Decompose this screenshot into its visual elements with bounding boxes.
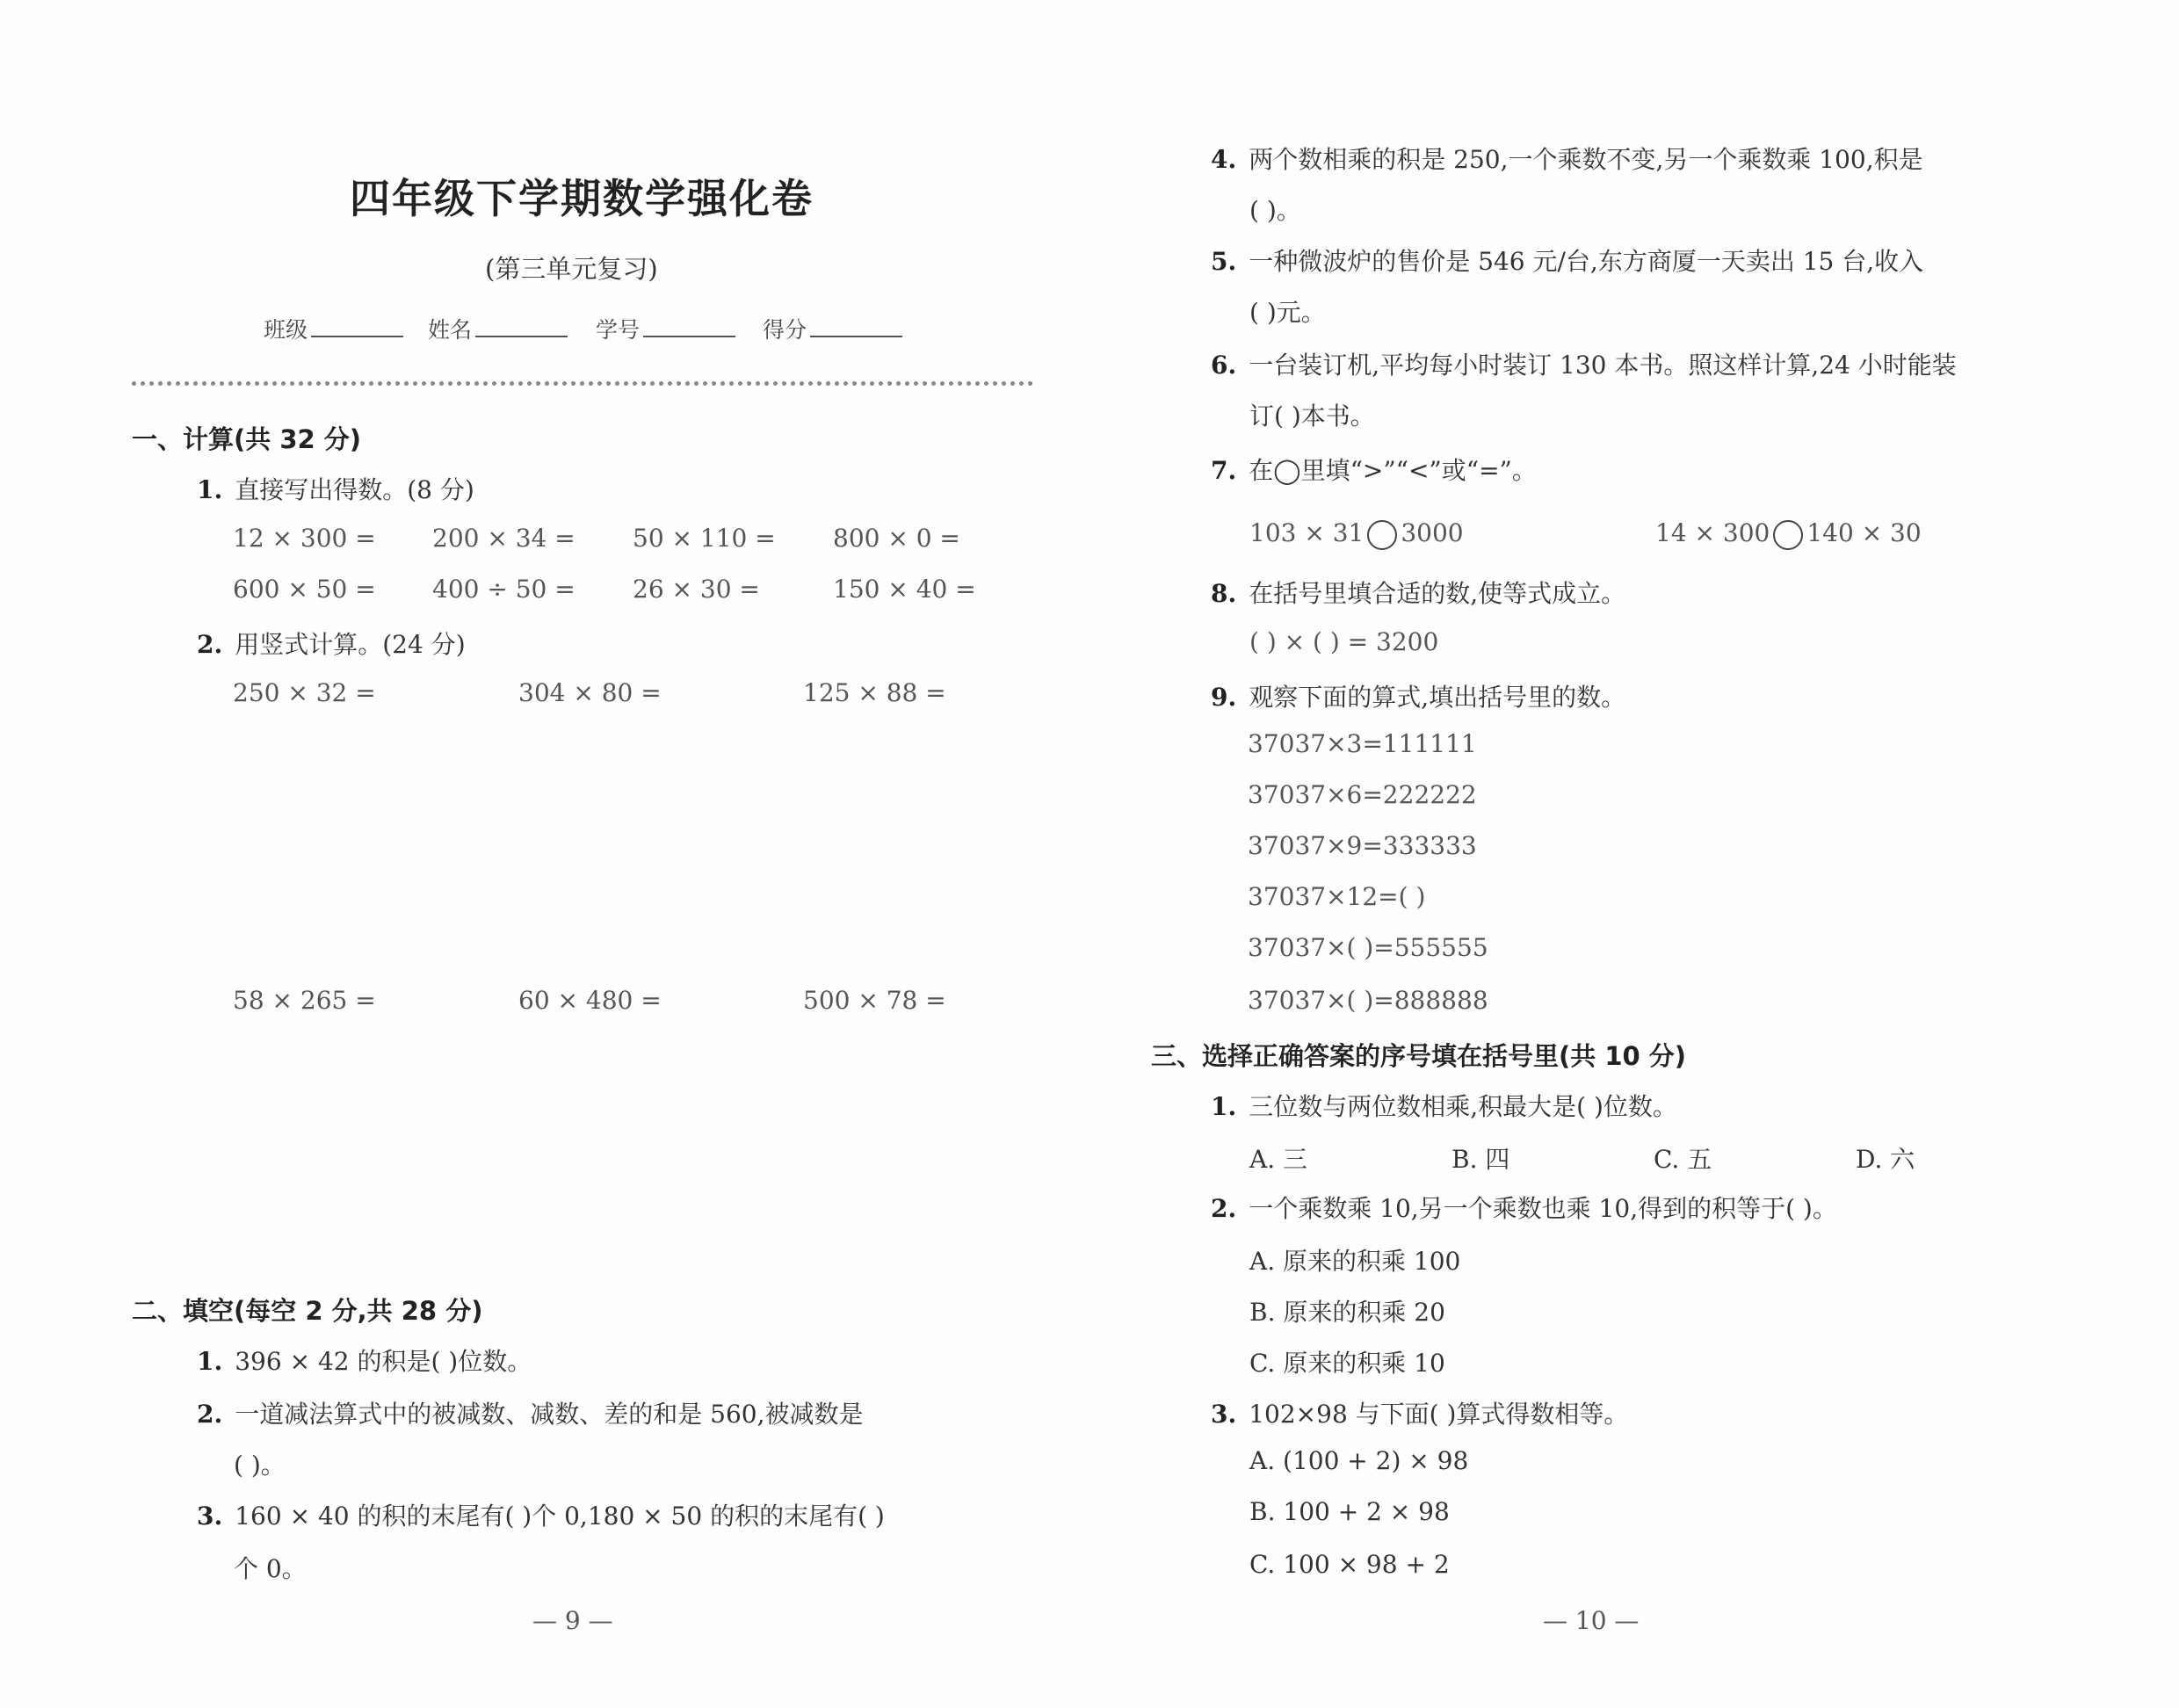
q1-2: 2. 用竖式计算。(24 分) bbox=[197, 630, 466, 659]
calc-item: 60 × 480 = bbox=[518, 986, 662, 1015]
calc-item: 250 × 32 = bbox=[233, 678, 376, 707]
page-title: 四年级下学期数学强化卷 bbox=[350, 175, 814, 222]
q2-3-line1: 3. 160 × 40 的积的末尾有( )个 0,180 × 50 的积的末尾有( ) bbox=[197, 1502, 885, 1531]
divider bbox=[132, 381, 1033, 386]
page-number-right: — 10 — bbox=[1543, 1606, 1640, 1635]
calc-item: 26 × 30 = bbox=[633, 575, 760, 604]
q2-3-line2: 个 0。 bbox=[234, 1554, 307, 1583]
pattern-line: 37037×( )=555555 bbox=[1248, 933, 1488, 962]
calc-item: 50 × 110 = bbox=[633, 524, 776, 553]
q2-5-line2: ( )元。 bbox=[1249, 298, 1326, 327]
option[interactable]: C. 100 × 98 + 2 bbox=[1249, 1550, 1450, 1579]
compare-item: 103 × 31 3000 bbox=[1249, 518, 1464, 550]
compare-circle[interactable] bbox=[1773, 520, 1803, 550]
section-1-heading: 一、计算(共 32 分) bbox=[132, 424, 362, 454]
q2-7: 7. 在◯里填“>”“<”或“=”。 bbox=[1211, 456, 1537, 485]
calc-item: 500 × 78 = bbox=[803, 986, 946, 1015]
q2-1: 1. 396 × 42 的积是( )位数。 bbox=[197, 1347, 532, 1376]
pattern-line: 37037×12=( ) bbox=[1248, 882, 1426, 911]
option[interactable]: C. 原来的积乘 10 bbox=[1249, 1349, 1445, 1378]
calc-item: 600 × 50 = bbox=[233, 575, 376, 604]
q2-6-line1: 6. 一台装订机,平均每小时装订 130 本书。照这样计算,24 小时能装 bbox=[1211, 351, 1957, 380]
calc-item: 800 × 0 = bbox=[833, 524, 960, 553]
calc-item: 150 × 40 = bbox=[833, 575, 976, 604]
option[interactable]: B. 原来的积乘 20 bbox=[1249, 1298, 1445, 1327]
option[interactable]: A. 三 bbox=[1249, 1145, 1308, 1174]
q2-4-line2: ( )。 bbox=[1249, 196, 1301, 225]
option[interactable]: C. 五 bbox=[1654, 1145, 1712, 1174]
q3-1: 1. 三位数与两位数相乘,积最大是( )位数。 bbox=[1211, 1092, 1677, 1121]
info-name: 姓名 bbox=[428, 313, 568, 344]
q2-2-line2: ( )。 bbox=[234, 1451, 286, 1480]
q2-4-line1: 4. 两个数相乘的积是 250,一个乘数不变,另一个乘数乘 100,积是 bbox=[1211, 145, 1923, 174]
option[interactable]: A. 原来的积乘 100 bbox=[1249, 1247, 1461, 1276]
section-2-heading: 二、填空(每空 2 分,共 28 分) bbox=[132, 1296, 483, 1326]
calc-item: 304 × 80 = bbox=[518, 678, 662, 707]
calc-item: 12 × 300 = bbox=[233, 524, 376, 553]
page-subtitle: (第三单元复习) bbox=[485, 254, 658, 284]
q2-6-line2: 订( )本书。 bbox=[1249, 402, 1375, 431]
option[interactable]: D. 六 bbox=[1856, 1145, 1915, 1174]
q2-9: 9. 观察下面的算式,填出括号里的数。 bbox=[1211, 683, 1626, 712]
pattern-line: 37037×6=222222 bbox=[1248, 780, 1477, 809]
pattern-line: 37037×9=333333 bbox=[1248, 831, 1477, 860]
info-class: 班级 bbox=[264, 313, 403, 344]
compare-circle[interactable] bbox=[1367, 520, 1397, 550]
calc-item: 125 × 88 = bbox=[803, 678, 946, 707]
pattern-line: 37037×3=111111 bbox=[1248, 729, 1477, 758]
info-score: 得分 bbox=[763, 313, 902, 344]
q2-8: 8. 在括号里填合适的数,使等式成立。 bbox=[1211, 579, 1626, 608]
page-number-left: — 9 — bbox=[532, 1606, 613, 1635]
calc-item: 400 ÷ 50 = bbox=[432, 575, 576, 604]
section-3-heading: 三、选择正确答案的序号填在括号里(共 10 分) bbox=[1151, 1041, 1687, 1071]
pattern-line: 37037×( )=888888 bbox=[1248, 986, 1488, 1015]
q1-1: 1. 直接写出得数。(8 分) bbox=[197, 475, 474, 504]
compare-item: 14 × 300 140 × 30 bbox=[1655, 518, 1922, 550]
option[interactable]: A. (100 + 2) × 98 bbox=[1249, 1446, 1469, 1475]
calc-item: 200 × 34 = bbox=[432, 524, 576, 553]
option[interactable]: B. 100 + 2 × 98 bbox=[1249, 1497, 1450, 1526]
q3-3: 3. 102×98 与下面( )算式得数相等。 bbox=[1211, 1400, 1629, 1429]
q2-8-expr: ( ) × ( ) = 3200 bbox=[1249, 627, 1439, 656]
info-id: 学号 bbox=[596, 313, 735, 344]
q2-5-line1: 5. 一种微波炉的售价是 546 元/台,东方商厦一天卖出 15 台,收入 bbox=[1211, 247, 1924, 276]
calc-item: 58 × 265 = bbox=[233, 986, 376, 1015]
q2-2-line1: 2. 一道减法算式中的被减数、减数、差的和是 560,被减数是 bbox=[197, 1400, 864, 1429]
q3-2: 2. 一个乘数乘 10,另一个乘数也乘 10,得到的积等于( )。 bbox=[1211, 1194, 1837, 1223]
option[interactable]: B. 四 bbox=[1451, 1145, 1510, 1174]
